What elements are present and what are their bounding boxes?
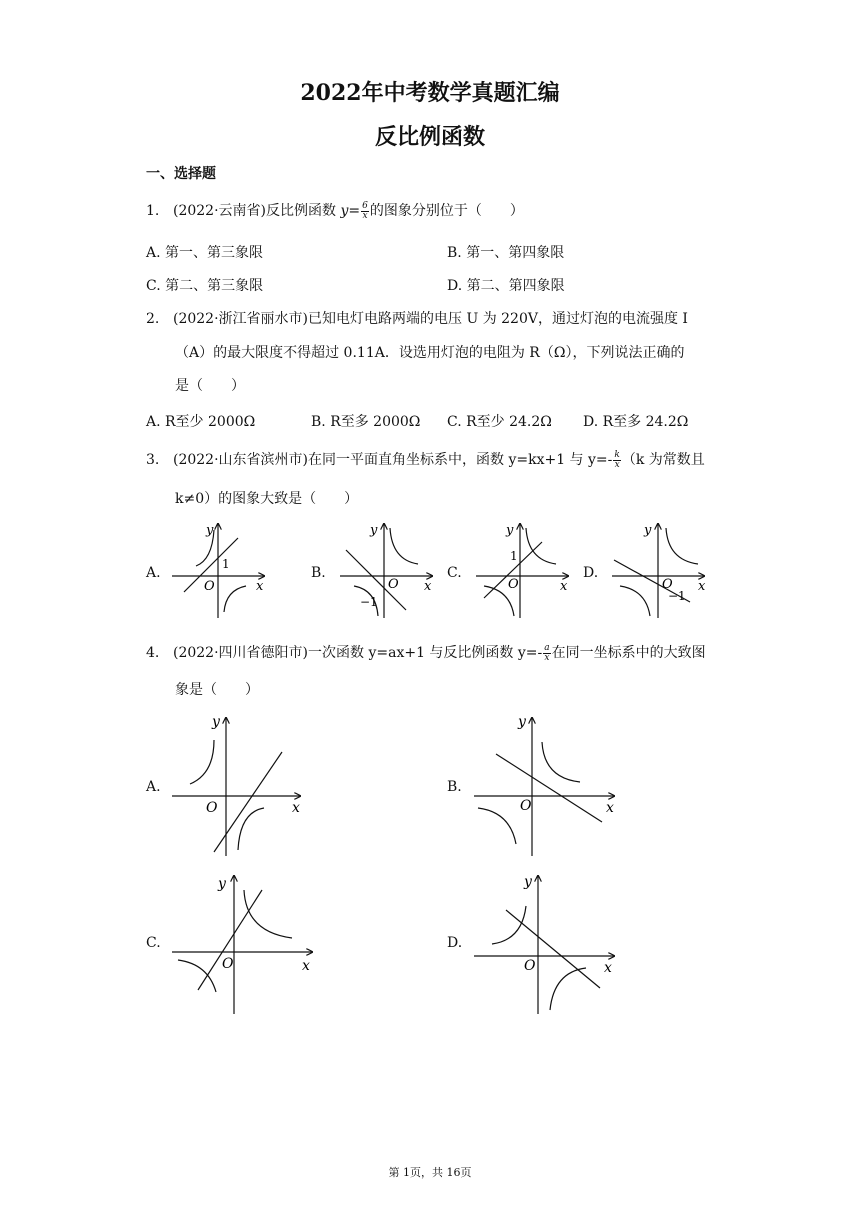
q3-option-c-label: C.: [447, 565, 462, 581]
question-3-line-2: k≠0）的图象大致是（ ）: [175, 491, 359, 507]
q1-option-a: A. 第一、第三象限: [146, 245, 264, 261]
q3-graph-b: [334, 520, 438, 620]
x-label: x: [292, 800, 300, 816]
y-label: y: [518, 714, 526, 730]
section-heading: 一、选择题: [146, 166, 216, 182]
y-label: y: [370, 523, 378, 538]
fraction-denominator: x: [614, 459, 620, 470]
q3-option-b-label: B.: [311, 565, 326, 581]
y-label: y: [506, 523, 514, 538]
y-label: y: [206, 523, 214, 538]
q3-option-d-label: D.: [583, 565, 599, 581]
y-label: y: [524, 874, 532, 890]
question-3: [146, 450, 705, 470]
y-label: y: [218, 876, 226, 892]
q1-option-c: C. 第二、第三象限: [146, 278, 264, 294]
q3-graph-a: [166, 520, 270, 620]
linear-line: [214, 752, 282, 852]
fraction-numerator: a: [544, 642, 550, 653]
fraction-numerator: 6: [362, 200, 368, 211]
hyperbola-branch: [224, 586, 246, 612]
hyperbola-branch: [238, 808, 264, 850]
hyperbola-branch: [620, 586, 650, 616]
hyperbola-branch: [244, 890, 292, 938]
linear-line: [198, 890, 262, 990]
question-number: 3.: [146, 452, 160, 468]
question-text: (2022·浙江省丽水市)已知电灯电路两端的电压 U 为 220V，通过灯泡的电流强度 I: [173, 311, 688, 327]
page-subtitle: 反比例函数: [374, 124, 485, 150]
page-title: 2022年中考数学真题汇编: [300, 80, 560, 106]
x-label: x: [560, 579, 568, 594]
fraction-denominator: x: [544, 652, 550, 663]
q2-option-c: C. R至少 24.2Ω: [447, 414, 552, 430]
q4-option-b-label: B.: [447, 779, 462, 795]
fraction: [361, 202, 369, 221]
question-4-line-2: 象是（ ）: [175, 682, 259, 698]
question-text-suffix: 的图象分别位于（ ）: [369, 203, 524, 219]
x-label: x: [698, 579, 706, 594]
question-1: [146, 201, 524, 221]
linear-line: [496, 754, 602, 822]
hyperbola-branch: [178, 960, 216, 992]
question-2: [146, 309, 688, 329]
q1-option-b: B. 第一、第四象限: [447, 245, 565, 261]
q4-graph-b: [470, 712, 620, 858]
q4-option-d-label: D.: [447, 935, 463, 951]
origin-label: O: [520, 798, 532, 814]
fraction: [613, 451, 620, 470]
question-number: 1.: [146, 203, 160, 219]
hyperbola-branch: [190, 740, 214, 784]
q4-option-c-label: C.: [146, 935, 161, 951]
question-2-line-2: （A）的最大限度不得超过 0.11A．设选用灯泡的电阻为 R（Ω），下列说法正确的: [175, 345, 685, 361]
x-label: x: [606, 800, 614, 816]
question-text: (2022·山东省滨州市)在同一平面直角坐标系中，函数 y=kx+1 与 y=-: [173, 452, 613, 468]
origin-label: O: [524, 958, 536, 974]
hyperbola-branch: [526, 528, 556, 564]
q4-graph-c: [168, 870, 318, 1016]
q2-option-b: B. R至多 2000Ω: [311, 414, 421, 430]
hyperbola-branch: [666, 528, 698, 564]
hyperbola-branch: [542, 742, 580, 782]
q4-graph-a: [168, 712, 308, 858]
q3-graph-c: [470, 520, 574, 620]
q3-graph-d: [606, 520, 710, 620]
fraction: [543, 644, 550, 663]
q1-option-d: D. 第二、第四象限: [447, 278, 565, 294]
origin-label: O: [204, 579, 215, 594]
page-footer: 第 1页，共 16页: [388, 1166, 472, 1179]
origin-label: O: [222, 956, 234, 972]
fraction-numerator: k: [614, 449, 620, 460]
q4-graph-d: [470, 870, 620, 1016]
y-label: y: [212, 714, 220, 730]
question-text: (2022·四川省德阳市)一次函数 y=ax+1 与反比例函数 y=-: [173, 645, 543, 661]
intercept-label: −1: [668, 589, 686, 603]
x-label: x: [302, 958, 310, 974]
hyperbola-branch: [390, 528, 418, 564]
question-4: [146, 643, 706, 663]
y-label: y: [644, 523, 652, 538]
fraction-denominator: x: [362, 210, 368, 221]
x-label: x: [604, 960, 612, 976]
question-number: 2.: [146, 311, 160, 327]
origin-label: O: [206, 800, 218, 816]
intercept-label: 1: [510, 549, 518, 563]
x-label: x: [256, 579, 264, 594]
origin-label: O: [388, 577, 399, 592]
question-text: (2022·云南省)反比例函数: [173, 203, 341, 219]
q3-option-a-label: A.: [146, 565, 161, 581]
question-2-line-3: 是（ ）: [175, 378, 245, 394]
hyperbola-branch: [550, 968, 586, 1010]
intercept-label: −1: [360, 595, 378, 609]
intercept-label: 1: [222, 557, 230, 571]
question-text-suffix: （k 为常数且: [621, 452, 705, 468]
q2-option-a: A. R至少 2000Ω: [146, 414, 256, 430]
linear-line: [506, 910, 600, 988]
x-label: x: [424, 579, 432, 594]
question-text-suffix: 在同一坐标系中的大致图: [551, 645, 706, 661]
equals-sign: =: [348, 203, 361, 219]
hyperbola-branch: [492, 906, 526, 944]
origin-label: O: [508, 577, 519, 592]
hyperbola-branch: [478, 808, 516, 844]
q2-option-d: D. R至多 24.2Ω: [583, 414, 689, 430]
origin-label: O: [662, 577, 673, 592]
function-name: y: [340, 203, 349, 219]
question-number: 4.: [146, 645, 160, 661]
q4-option-a-label: A.: [146, 779, 161, 795]
